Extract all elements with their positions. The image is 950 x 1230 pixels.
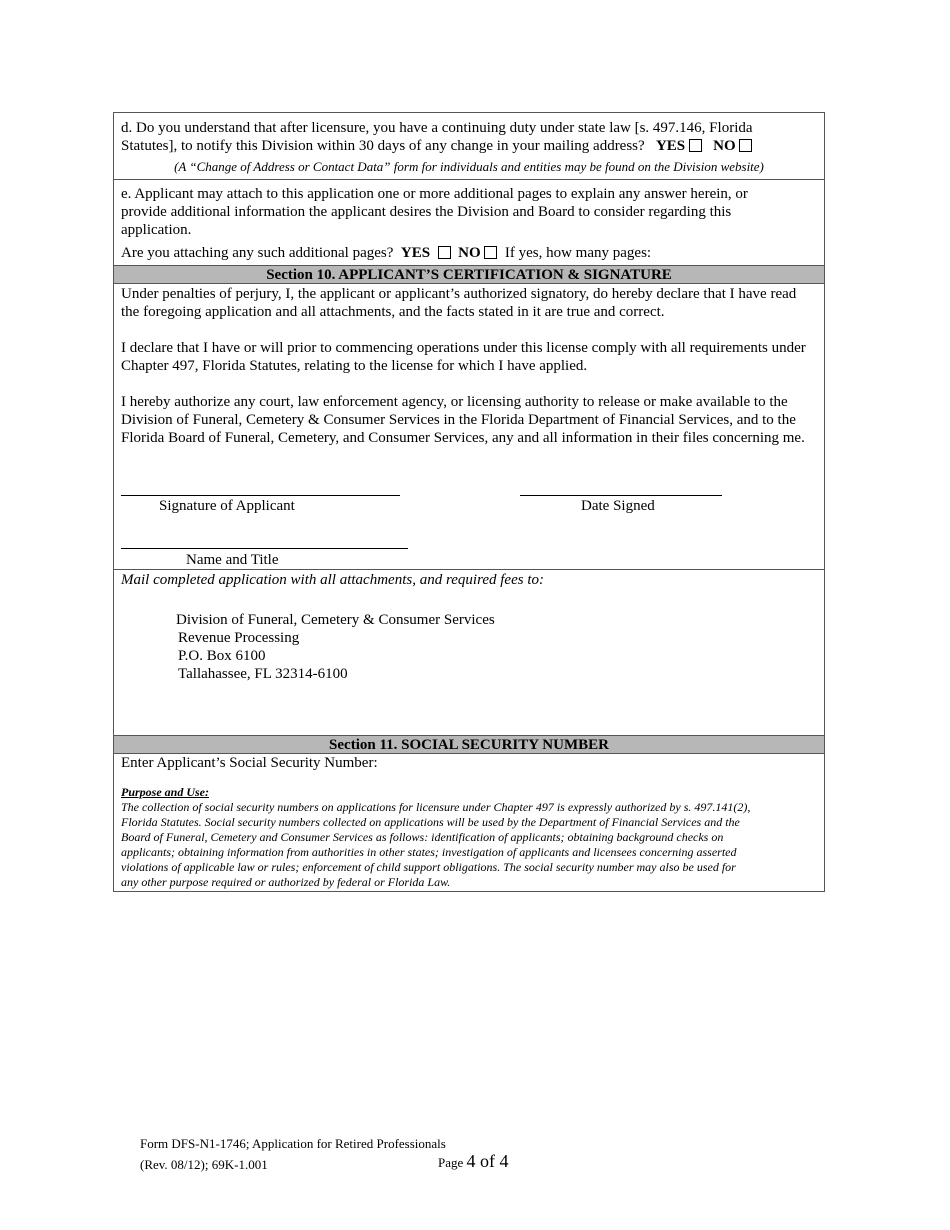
item-e-yes-label: YES [400,245,431,261]
name-title-line[interactable] [121,548,408,549]
footer-page-number [438,1152,509,1172]
signature-line[interactable] [121,495,400,496]
item-e-line-3: application. [121,222,192,238]
item-d-no-label: NO [713,138,736,154]
footer-page-count: 4 of 4 [466,1151,509,1171]
certification-paragraph-2: I declare that I have or will prior to commencing operations under this license comply with all requirements under Chapter 497, Florida Statutes, relating to the license for which I have applied. [121,340,806,374]
ssn-prompt: Enter Applicant’s Social Security Number: [121,755,378,771]
date-signed-label: Date Signed [581,498,655,514]
purpose-line-2: Florida Statutes. Social security numbers collected on applications will be used by the Department of Financial Services and the [121,815,740,829]
item-e-line-2: provide additional information the applicant desires the Division and Board to consider regarding this [121,204,732,220]
item-e-yes-checkbox[interactable] [438,246,451,259]
date-signed-line[interactable] [520,495,722,496]
purpose-line-1: The collection of social security numbers on applications for licensure under Chapter 497 is expressly authorized by s. 497.141(2), [121,800,751,814]
section-10-body [114,284,824,570]
purpose-line-5: violations of applicable law or rules; enforcement of child support obligations. The social security number may also be used for [121,860,736,874]
section-11-body [114,754,824,891]
item-d-row [114,113,824,180]
item-d-note: (A “Change of Address or Contact Data” form for individuals and entities may be found on the Division website) [174,159,764,174]
name-title-label: Name and Title [186,552,279,568]
item-d-yes-label: YES [655,138,686,154]
item-e-line-1: e. Applicant may attach to this application one or more additional pages to explain any answer herein, or [121,186,748,202]
item-d-yes-checkbox[interactable] [689,139,702,152]
address-line-4: Tallahassee, FL 32314-6100 [178,666,348,682]
footer-revision: (Rev. 08/12); 69K-1.001 [140,1157,268,1172]
item-d-line-1: d. Do you understand that after licensure, you have a continuing duty under state law [s. 497.146, Florida [121,120,753,136]
purpose-line-4: applicants; obtaining information from authorities in other states; investigation of applicants and licensees concerning asserted [121,845,737,859]
certification-paragraph-3: I hereby authorize any court, law enforcement agency, or licensing authority to release or make available to the Division of Funeral, Cemetery & Consumer Services in the Florida Department of Financial Services, and to the Florida Board of Funeral, Cemetery, and Consumer Services, any and all information in their files concerning me. [121,394,805,446]
item-e-row [114,180,824,266]
item-d-question: Statutes], to notify this Division within 30 days of any change in your mailing address? [121,138,645,154]
purpose-line-6: any other purpose required or authorized by federal or Florida Law. [121,875,451,889]
footer-page-word: Page [438,1155,464,1170]
mailing-address [176,611,824,683]
purpose-heading: Purpose and Use: [121,785,210,799]
item-e-pages-label: If yes, how many pages: [504,245,652,261]
certification-paragraph-1: Under penalties of perjury, I, the applicant or applicant’s authorized signatory, do hereby declare that I have read the foregoing application and all attachments, and the facts stated in it are true and correct. [121,286,797,320]
signature-label: Signature of Applicant [159,498,295,514]
application-form [113,112,825,892]
item-e-no-checkbox[interactable] [484,246,497,259]
item-e-question: Are you attaching any such additional pages? [121,245,394,261]
item-d-line-2 [114,137,824,155]
item-d-no-checkbox[interactable] [739,139,752,152]
section-10-header: Section 10. APPLICANT’S CERTIFICATION & SIGNATURE [114,266,824,284]
footer-form-id: Form DFS-N1-1746; Application for Retired Professionals [140,1136,446,1151]
address-line-3: P.O. Box 6100 [178,648,266,664]
item-e-question-line [114,244,824,262]
mail-instruction: Mail completed application with all attachments, and required fees to: [121,572,544,588]
mail-section [114,570,824,736]
item-e-no-label: NO [458,245,481,261]
purpose-text [114,799,824,890]
section-11-header: Section 11. SOCIAL SECURITY NUMBER [114,736,824,754]
address-line-1: Division of Funeral, Cemetery & Consumer Services [176,612,495,628]
purpose-line-3: Board of Funeral, Cemetery and Consumer Services as follows: identification of applicants; obtaining background checks on [121,830,724,844]
address-line-2: Revenue Processing [178,630,300,646]
